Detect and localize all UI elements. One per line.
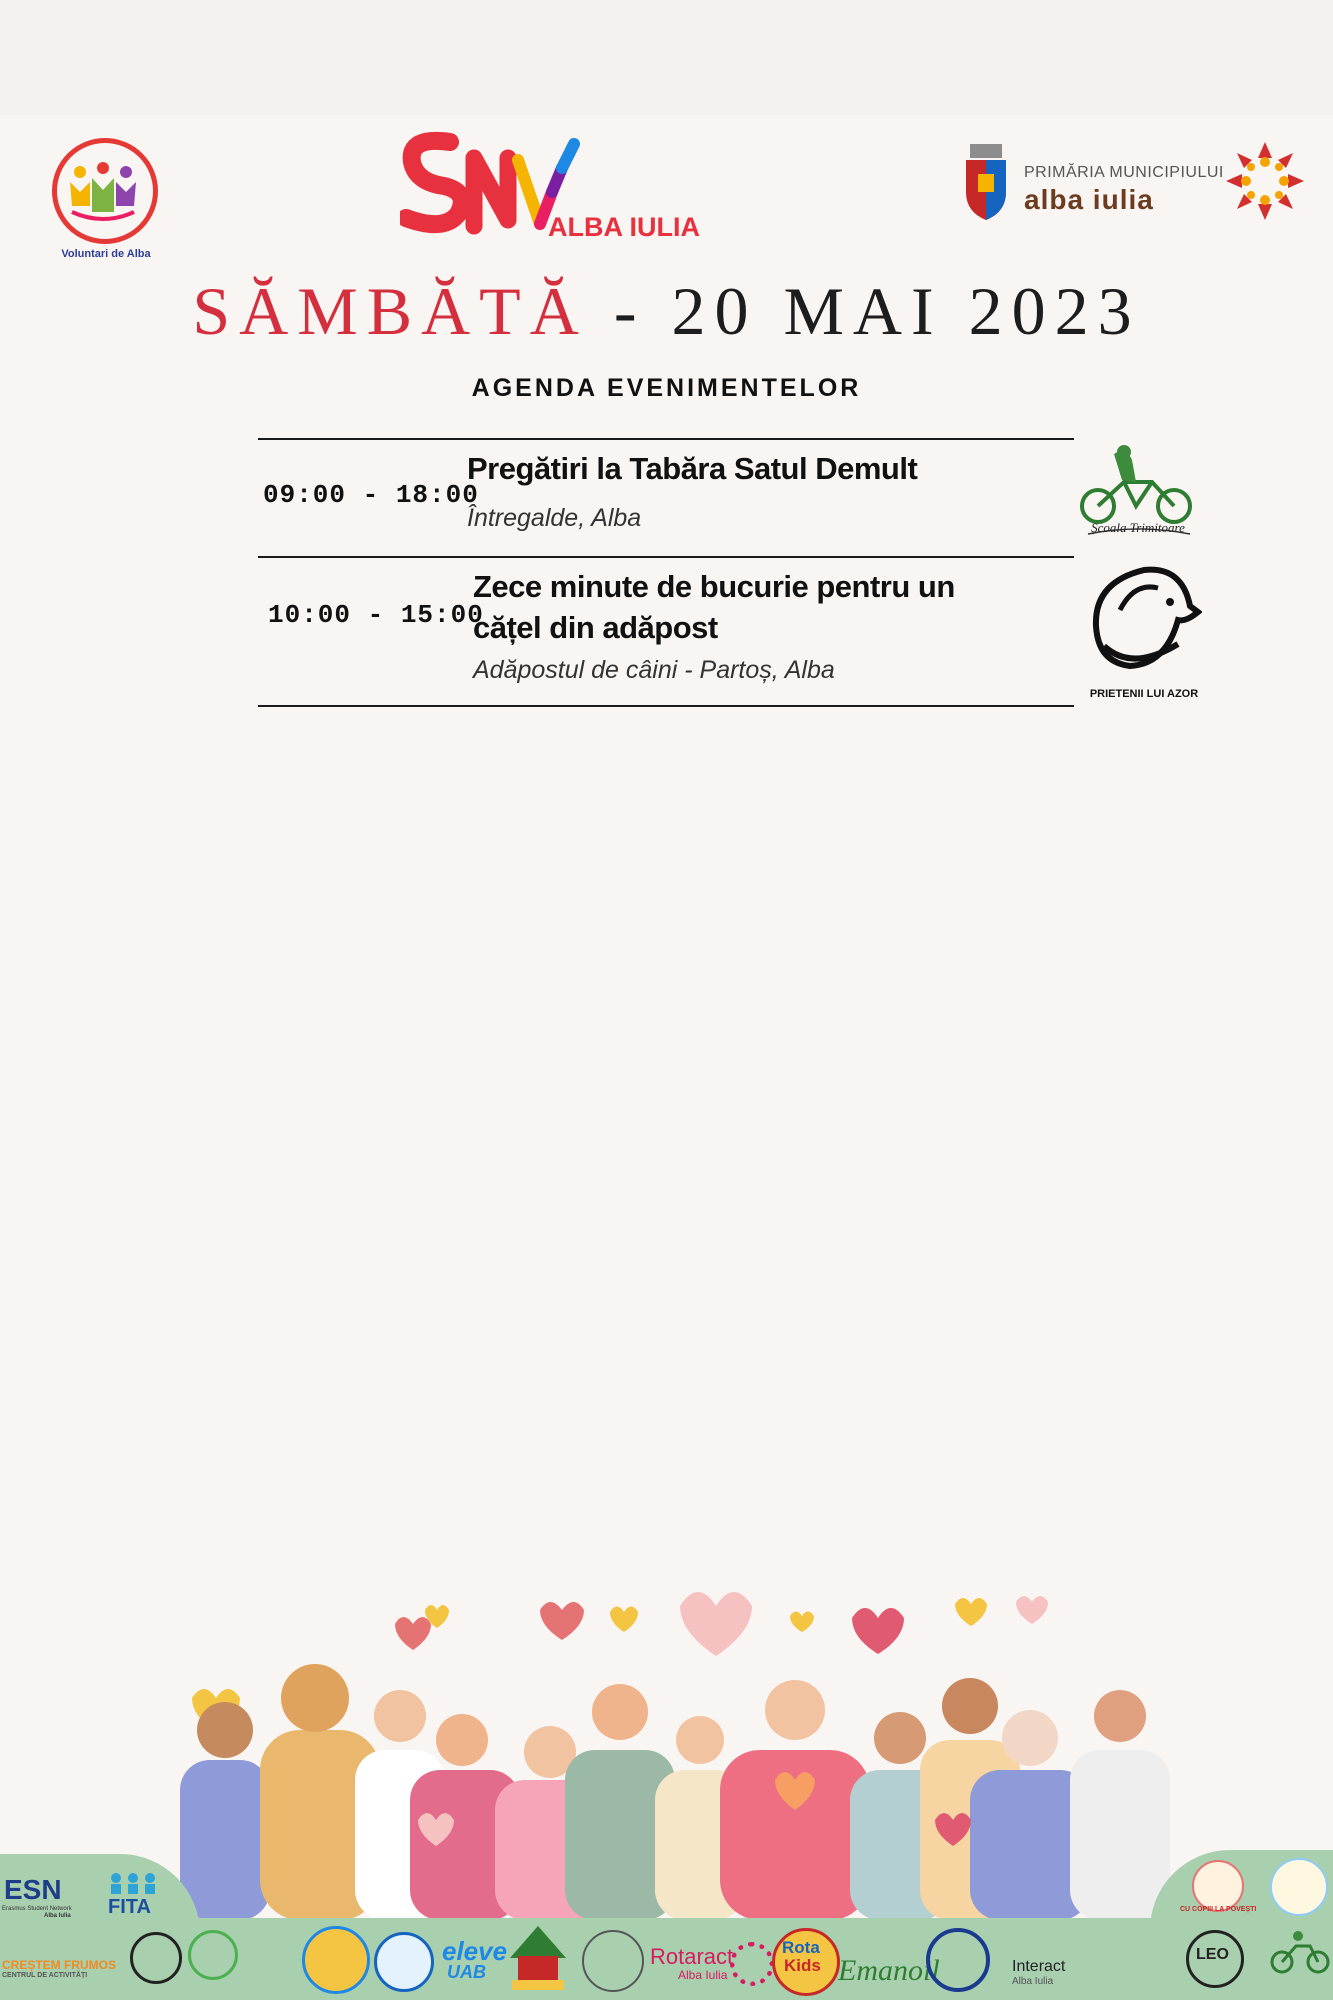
agenda-heading: AGENDA EVENIMENTELOR [471,374,862,402]
voluntari-smile-badge-icon [302,1926,370,1994]
agenda-rule-middle [258,556,1074,558]
fita-logo: FITA [108,1896,151,1918]
people-figures-icon [68,162,138,226]
decorative-star-icon [1224,140,1306,222]
snv-city-label: ALBA IULIA [548,212,700,242]
cu-copiii-label: CU COPIII LA POVEȘTI [1180,1906,1257,1913]
prietenii-lui-azor-text: PRIETENII LUI AZOR [1089,688,1199,700]
esn-logo: ESN [4,1874,62,1905]
tandem-bike-small-icon [1268,1928,1332,1978]
tree-badge-icon [188,1930,238,1980]
prietenii-badge-icon [130,1932,182,1984]
emanoil-logo: Emanoil [838,1954,940,1987]
voluntari-label: Voluntari de Alba [61,248,151,260]
date-rest: - 20 MAI 2023 [587,273,1141,349]
city-crest-icon [960,144,1012,220]
primaria-line1: PRIMĂRIA MUNICIPIULUI [1024,164,1224,181]
event-1-time: 09:00 - 18:00 [263,480,479,510]
dog-hand-icon [1086,562,1202,704]
eleve-sub: UAB [447,1962,486,1982]
crestem-sub: CENTRUL DE ACTIVITĂȚI [2,1972,88,1979]
rotaract-sub: Alba Iulia [678,1968,728,1982]
scoala-trimitoare-text: Școala Trimitoare [1091,520,1185,535]
esn-sub: Erasmus Student Network [2,1906,72,1912]
date-day: SĂMBĂTĂ [192,273,588,349]
event-1-location: Întregalde, Alba [467,504,642,532]
x-badge-icon [926,1928,990,1992]
rita-gargarita-icon [508,1922,568,1990]
agenda-rule-bottom [258,705,1074,707]
people-figures [180,1664,1170,1920]
volunteers-crowd-illustration [150,1580,1190,1920]
rotakids-line2: Kids [784,1956,821,1975]
event-1-title: Pregătiri la Tabăra Satul Demult [467,451,918,486]
gymnastics-club-badge-icon [582,1930,644,1992]
cu-copiii-badge-icon [1192,1860,1244,1912]
event-2-location: Adăpostul de câini - Partoș, Alba [473,656,835,684]
top-band [0,0,1333,115]
primaria-alba-iulia-logo [960,140,1310,230]
lsua-badge-icon [374,1932,434,1992]
rotakids-line1: Rota [782,1938,820,1957]
event-2-title-line2: cățel din adăpost [473,610,718,645]
event-2-title-line1: Zece minute de bucurie pentru un [473,569,955,604]
interact-logo: Interact [1012,1958,1066,1975]
agenda-rule-top [258,438,1074,440]
event-2-time: 10:00 - 15:00 [268,600,484,630]
esn-city: Alba Iulia [44,1913,71,1919]
primaria-line2: alba iulia [1024,184,1154,215]
rotaract-logo: Rotaract [650,1944,734,1969]
tandem-bike-icon [1074,444,1202,544]
rotary-wheel-icon [730,1942,774,1986]
kids-drawing-badge-icon [1270,1858,1328,1916]
fita-people-icon [108,1872,158,1894]
eleve-logo: eleve [442,1936,508,1966]
leo-logo: LEO [1196,1946,1229,1963]
event-date-title [0,272,1333,351]
interact-sub: Alba Iulia [1012,1976,1054,1987]
snv-alba-iulia-logo [400,128,740,248]
crestem-frumos-logo: CREȘTEM FRUMOS [2,1958,116,1972]
voluntari-de-alba-logo [46,138,162,268]
